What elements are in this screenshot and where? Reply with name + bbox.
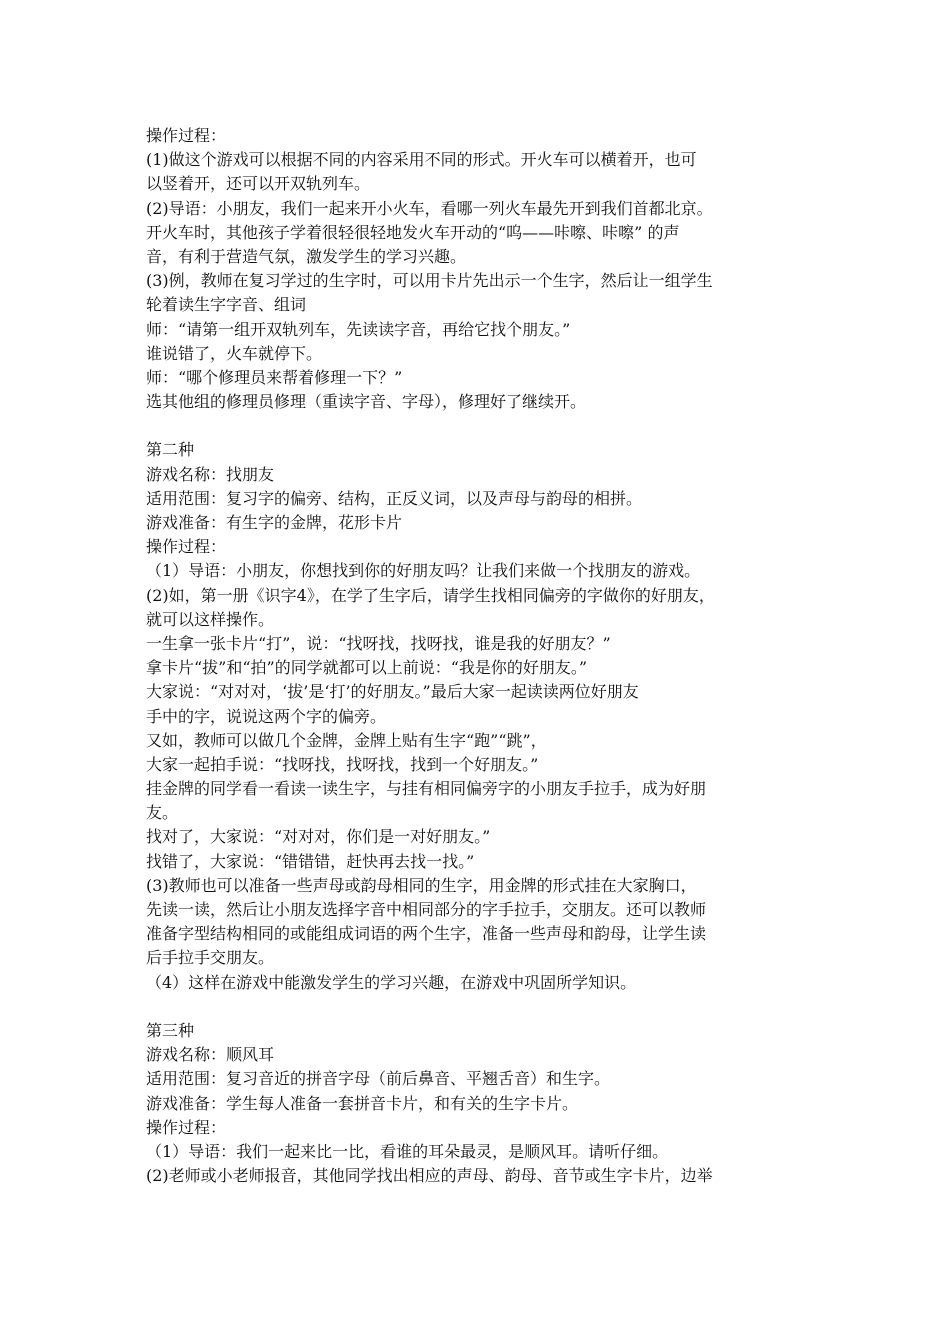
paragraph-line: 师：“请第一组开双轨列车，先读读字音，再给它找个朋友。” <box>146 319 571 339</box>
paragraph-line: 准备字型结构相同的或能组成词语的两个生字，准备一些声母和韵母，让学生读 <box>146 924 707 944</box>
paragraph-line: 游戏名称：找朋友 <box>146 464 275 484</box>
section-heading: 第三种 <box>146 1020 195 1040</box>
paragraph-line: 友。 <box>146 803 179 823</box>
paragraph-line: 找对了，大家说：“对对对，你们是一对好朋友。” <box>146 827 491 847</box>
paragraph-line: 轮着读生字字音、组词 <box>146 295 307 315</box>
paragraph-line: 谁说错了，火车就停下。 <box>146 343 323 363</box>
section-spacer <box>146 995 814 1019</box>
paragraph-line: 大家一起拍手说：“找呀找，找呀找，找到一个好朋友。” <box>146 754 539 774</box>
paragraph-line: (2)老师或小老师报音，其他同学找出相应的声母、韵母、音节或生字卡片，边举 <box>146 1166 713 1186</box>
paragraph-line: 先读一读，然后让小朋友选择字音中相同部分的字手拉手，交朋友。还可以教师 <box>146 900 707 919</box>
paragraph-line: 游戏准备：有生字的金牌，花形卡片 <box>146 513 403 532</box>
paragraph-line: （4）这样在游戏中能激发学生的学习兴趣，在游戏中巩固所学知识。 <box>146 972 637 992</box>
section-heading: 第二种 <box>146 440 195 460</box>
paragraph-line: (3)教师也可以准备一些声母或韵母相同的生字，用金牌的形式挂在大家胸口， <box>146 875 697 895</box>
paragraph-line: 操作过程： <box>146 1117 227 1137</box>
paragraph-line: 游戏名称：顺风耳 <box>146 1045 275 1065</box>
paragraph-line: 音，有利于营造气氛，激发学生的学习兴趣。 <box>146 246 467 266</box>
paragraph-line: (2)导语：小朋友，我们一起来开小火车，看哪一列火车最先开到我们首都北京。 <box>146 198 713 218</box>
section-2 <box>146 438 814 994</box>
paragraph-line: 选其他组的修理员修理（重读字音、字母），修理好了继续开。 <box>146 392 587 412</box>
paragraph-line: 师：“哪个修理员来帮着修理一下？” <box>146 367 403 387</box>
paragraph-line: 大家说：“对对对，‘拔’是‘打’的好朋友。”最后大家一起读读两位好朋友 <box>146 682 639 702</box>
paragraph-line: 适用范围：复习字的偏旁、结构，正反义词，以及声母与韵母的相拼。 <box>146 488 643 508</box>
paragraph-line: 一生拿一张卡片“打”，说：“找呀找，找呀找，谁是我的好朋友？” <box>146 633 611 653</box>
paragraph-line: 又如，教师可以做几个金牌，金牌上贴有生字“跑”“跳”， <box>146 730 547 750</box>
paragraph-line: 手中的字，说说这两个字的偏旁。 <box>146 706 387 726</box>
paragraph-line: 就可以这样操作。 <box>146 609 275 629</box>
paragraph-line: 操作过程： <box>146 126 227 145</box>
paragraph-line: (2)如，第一册《识字4》，在学了生字后，请学生找相同偏旁的字做你的好朋友， <box>146 585 715 605</box>
paragraph-line: 适用范围：复习音近的拼音字母（前后鼻音、平翘舌音）和生字。 <box>146 1069 611 1089</box>
document-body <box>146 124 814 1188</box>
paragraph-line: 后手拉手交朋友。 <box>146 948 275 968</box>
section-1 <box>146 124 814 414</box>
paragraph-line: 以竖着开，还可以开双轨列车。 <box>146 174 371 194</box>
paragraph-line: 挂金牌的同学看一看读一读生字，与挂有相同偏旁字的小朋友手拉手，成为好朋 <box>146 779 707 799</box>
paragraph-line: (1)做这个游戏可以根据不同的内容采用不同的形式。开火车可以横着开，也可 <box>146 150 697 170</box>
paragraph-line: 拿卡片“拔”和“拍”的同学就都可以上前说：“我是你的好朋友。” <box>146 658 588 678</box>
paragraph-line: 开火车时，其他孩子学着很轻很轻地发火车开动的“呜——咔嚓、咔嚓” 的声 <box>146 222 680 242</box>
paragraph-line: （1）导语：小朋友，你想找到你的好朋友吗？让我们来做一个找朋友的游戏。 <box>146 561 701 581</box>
paragraph-line: 游戏准备：学生每人准备一套拼音卡片，和有关的生字卡片。 <box>146 1093 579 1113</box>
section-spacer <box>146 414 814 438</box>
paragraph-line: 操作过程： <box>146 537 227 557</box>
paragraph-line: 找错了，大家说：“错错错，赶快再去找一找。” <box>146 851 475 871</box>
paragraph-line: (3)例，教师在复习学过的生字时，可以用卡片先出示一个生字，然后让一组学生 <box>146 271 713 291</box>
section-3 <box>146 1019 814 1188</box>
paragraph-line: （1）导语：我们一起来比一比，看谁的耳朵最灵，是顺风耳。请听仔细。 <box>146 1141 669 1161</box>
